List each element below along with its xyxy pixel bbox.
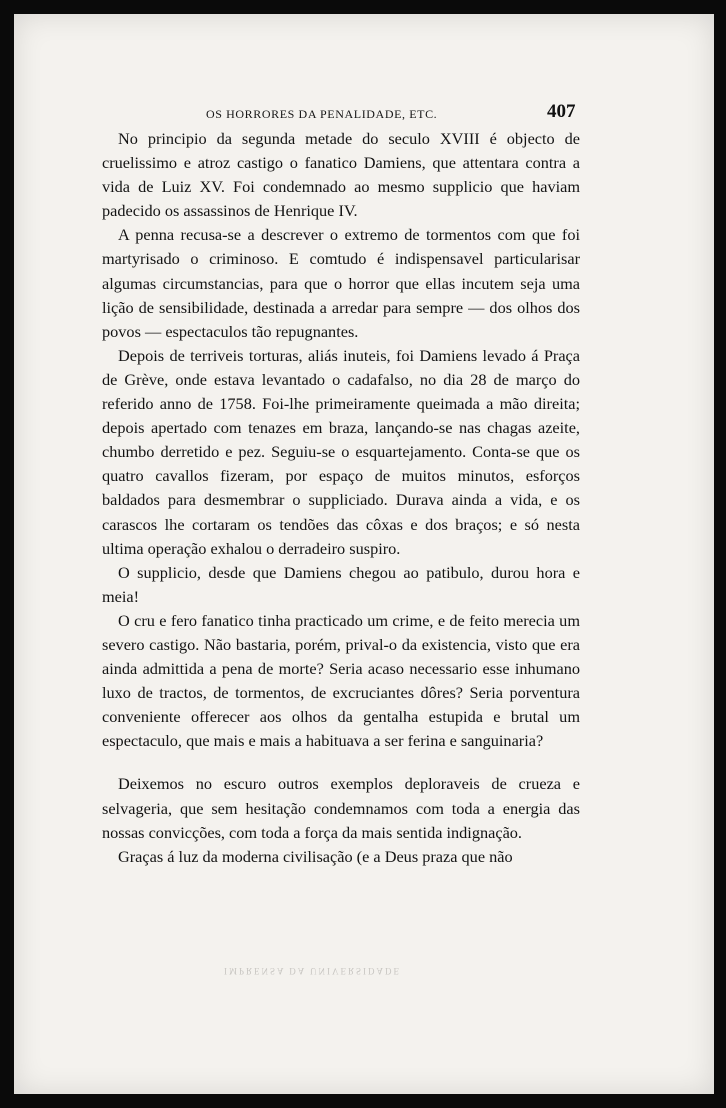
paragraph-1: No principio da segunda metade do seculo XVIII é objecto de cruelissimo e atroz castigo o fanatico Damiens, que attentara contra a vida de Luiz XV. Foi condemnado ao mesmo supplicio que haviam padecido os assassinos de Henrique IV. [102, 129, 580, 221]
paragraph-7: Graças á luz da moderna civilisação (e a Deus praza que não [118, 846, 513, 866]
page-header [14, 101, 714, 125]
paragraph-6: Deixemos no escuro outros exemplos deploraveis de crueza e selvageria, que sem hesitação condemnamos com toda a energia das nossas convicções, com toda a força da mais sentida indignação. [102, 774, 580, 842]
paragraph-4: O supplicio, desde que Damiens chegou ao patibulo, durou hora e meia! [102, 562, 580, 606]
body-text [102, 127, 580, 869]
bleed-through-text: IMPRENSA DA UNIVERSIDADE [224, 966, 402, 976]
page-number: 407 [547, 101, 576, 122]
running-head: OS HORRORES DA PENALIDADE, ETC. [206, 107, 438, 121]
paragraph-3: Depois de terriveis torturas, aliás inuteis, foi Damiens levado á Praça de Grève, onde estava levantado o cadafalso, no dia 28 de março do referido anno de 1758. Foi-lhe primeiramente queimada a mão direita; depois apertado com tenazes em braza, lançando-se nas chagas azeite, chumbo derretido e pez. Seguiu-se o esquartejamento. Conta-se que os quatro cavallos fizeram, por espaço de muitos minutos, esforços baldados para desmembrar o suppliciado. Durava ainda a vida, e os carascos lhe cortaram os tendões das côxas e dos braços; e só nesta ultima operação exhalou o derradeiro suspiro. [102, 345, 580, 558]
book-page [14, 14, 714, 1094]
paragraph-5: O cru e fero fanatico tinha practicado um crime, e de feito merecia um severo castigo. Não bastaria, porém, prival-o da existencia, visto que era ainda admittida a pena de morte? Seria acaso necessario esse inhumano luxo de tractos, de tormentos, de excruciantes dôres? Seria porventura conveniente offerecer aos olhos da gentalha estupida e brutal um espectaculo, que mais e mais a habituava a ser ferina e sanguinaria? [102, 610, 580, 751]
paragraph-2: A penna recusa-se a descrever o extremo de tormentos com que foi martyrisado o criminoso. E comtudo é indispensavel particularisar algumas circumstancias, para que o horror que ellas incutem seja uma lição de sensibilidade, destinada a arredar para sempre — dos olhos dos povos — espectaculos tão repugnantes. [102, 225, 580, 341]
